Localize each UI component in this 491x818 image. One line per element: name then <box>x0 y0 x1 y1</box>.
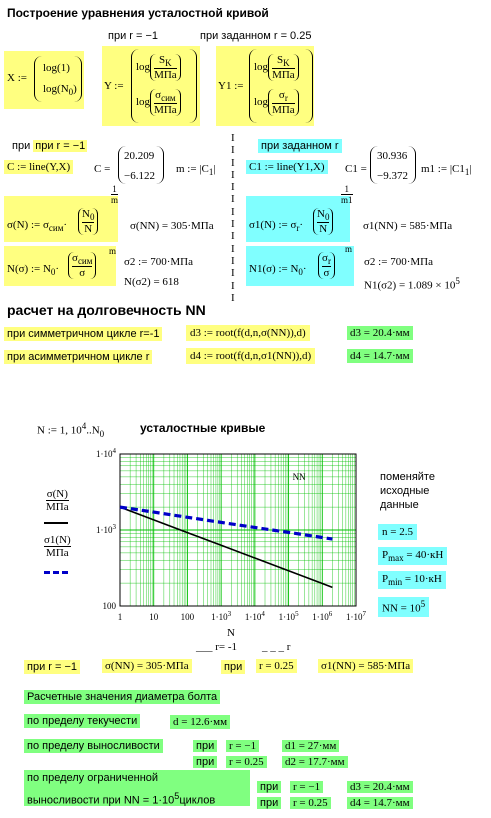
yield-label: по пределу текучести <box>24 714 140 728</box>
limited-label-1: по пределу ограниченной <box>27 772 159 784</box>
sum-pri1: при r = −1 <box>24 660 80 674</box>
chart-title: усталостные кривые <box>140 421 266 435</box>
limited-r-025: r = 0.25 <box>290 797 331 809</box>
d4-definition[interactable]: d4 := root(f(d,n,σ1(NN)),d) <box>186 348 315 364</box>
limited-pri-2: при <box>257 797 281 809</box>
sum-sigma: σ(NN) = 305·МПа <box>102 659 192 673</box>
c1-val-1: −9.372 <box>377 170 408 182</box>
sigma2-right: σ2 := 700·МПа <box>364 256 433 268</box>
n-sigma2-left: N(σ2) = 618 <box>124 276 179 288</box>
side-note: поменяйте исходные данные <box>380 471 435 511</box>
nn-value[interactable]: NN = $10^5$ <box>378 597 429 617</box>
y-tick-label: 100 <box>102 601 116 611</box>
y-tick-label: $1\cdot 10^3$ <box>96 523 116 535</box>
sigma-exponent: 1 m <box>111 184 119 205</box>
pmax-value[interactable]: $P_{max} = 40\cdot кН$ <box>378 547 447 565</box>
sigma2-left: σ2 := 700·МПа <box>124 256 193 268</box>
c-val-0: 20.209 <box>124 150 155 162</box>
sum-pri2: при <box>221 660 245 674</box>
nsigma-exp: m <box>109 246 117 256</box>
m1-definition[interactable]: m1 := $|C1_1|$ <box>421 163 472 178</box>
x-tick-label: $1\cdot 10^3$ <box>211 610 232 622</box>
header-r-minus1: при r = −1 <box>108 30 159 42</box>
sigma-def: σ(N) := $\sigma_{сим}\cdot$ <box>7 219 68 234</box>
x-tick-label: $1\cdot 10^7$ <box>346 610 366 622</box>
n1sigma-def: N1(σ) := $N_0\cdot$ <box>249 263 307 278</box>
calc-title: Расчетные значения диаметра болта <box>24 690 220 704</box>
y1-def-label: Y1 := <box>218 80 244 92</box>
d3-definition[interactable]: d3 := root(f(d,n,σ(NN)),d) <box>186 325 310 341</box>
d4-result: d4 = 14.7·мм <box>347 349 413 363</box>
sum-sigma1: σ1(NN) = 585·МПа <box>318 659 413 673</box>
d3b-result: d3 = 20.4·мм <box>347 781 413 793</box>
n-range-definition[interactable]: N := 1, $10^4..N_0$ <box>37 421 105 439</box>
limited-pri-1: при <box>257 781 281 793</box>
asym-cycle-label: при асимметричном цикле r <box>4 350 152 364</box>
c1-eq: C1 = <box>345 163 367 175</box>
sigma1-def: σ1(N) := $\sigma_r\cdot$ <box>249 219 304 234</box>
y-tick-label: $1\cdot 10^4$ <box>96 447 116 459</box>
ylabel-sigma: σ(N) МПа <box>46 488 69 513</box>
n1sigma-exp: m <box>345 244 353 254</box>
chart-xlabel: N <box>227 627 235 639</box>
sigma1-exponent: 1 m1 <box>341 184 353 205</box>
ylabel-sigma1: σ1(N) МПа <box>44 534 71 559</box>
x-def-label: X := <box>7 72 27 84</box>
limited-label-2: выносливости при NN = $1\cdot 10^5циклов$ <box>27 791 216 807</box>
c-val-1: −6.122 <box>124 170 155 182</box>
m-definition[interactable]: m := $|C_1|$ <box>176 163 216 178</box>
page-title: Построение уравнения усталостной кривой <box>7 6 269 20</box>
y1-m2: log $\sigma_r$ МПа <box>254 89 299 116</box>
column-separator: I I I I I I I I I I I I I I <box>231 132 235 304</box>
sigma1-nn-result: σ1(NN) = 585·МПа <box>363 220 453 232</box>
x-tick-label: $1\cdot 10^6$ <box>312 610 333 622</box>
endur-r-025: r = 0.25 <box>226 756 267 768</box>
sym-cycle-label: при симметричном цикле r=-1 <box>4 327 162 341</box>
endur-r-m1: r = −1 <box>226 740 259 752</box>
ylabel-sigma1-line <box>44 571 68 574</box>
sigma-fraction: $N_0$ N <box>78 208 98 235</box>
x-m2: $\log(N_0)$ <box>43 83 77 98</box>
c-definition[interactable]: C := line(Y,X) <box>4 160 73 174</box>
fatigue-chart <box>86 446 376 642</box>
sigma1-fraction: $N_0$ N <box>313 208 333 235</box>
y-def-label: Y := <box>104 80 124 92</box>
endur-pri-2: при <box>193 756 217 768</box>
n-value[interactable]: n = 2.5 <box>378 524 417 540</box>
endurance-label: по пределу выносливости <box>24 739 163 753</box>
c-eq: C = <box>94 163 111 175</box>
x-m1: log(1) <box>43 62 70 74</box>
x-tick-label: 1 <box>117 612 123 622</box>
nsigma-fraction: $\sigma_{сим}$ σ <box>68 252 96 279</box>
c1-definition[interactable]: C1 := line(Y1,X) <box>246 160 328 174</box>
x-tick-label: 10 <box>149 612 159 622</box>
y-m2: log $\sigma_{сим}$ МПа <box>136 89 181 116</box>
chart-legend-r: _ _ _ r <box>262 641 291 653</box>
nsigma-def: N(σ) := $N_0\cdot$ <box>7 263 60 278</box>
d1-result: d1 = 27·мм <box>282 740 339 752</box>
d2-result: d2 = 17.7·мм <box>282 756 348 768</box>
header-r-given: при заданном r = 0.25 <box>200 30 312 42</box>
c1-val-0: 30.936 <box>377 150 408 162</box>
right-label: при заданном r <box>258 139 342 153</box>
d3-result: d3 = 20.4·мм <box>347 326 413 340</box>
n1-sigma2-right: $N1(\sigma 2) = 1.089 \times 10^5$ <box>364 276 460 292</box>
x-tick-label: $1\cdot 10^4$ <box>244 610 265 622</box>
d-result: d = 12.6·мм <box>170 715 230 729</box>
series-line-sigma <box>120 507 332 587</box>
pmin-value[interactable]: $P_{min} = 10\cdot кН$ <box>378 571 446 589</box>
endur-pri-1: при <box>193 740 217 752</box>
nn-annotation: NN <box>292 472 306 482</box>
left-label: при при r = −1 <box>12 140 86 152</box>
series-line-sigma1 <box>120 507 332 539</box>
n1sigma-fraction: $\sigma_r$ σ <box>318 252 335 279</box>
x-tick-label: 100 <box>180 612 195 622</box>
x-tick-label: $1\cdot 10^5$ <box>278 610 299 622</box>
ylabel-sigma-line <box>44 522 68 524</box>
y1-m1: log $S_K$ МПа <box>254 54 299 81</box>
section-durability-title: расчет на долговечность NN <box>7 302 206 318</box>
sigma-nn-result: σ(NN) = 305·МПа <box>130 220 214 232</box>
limited-r-m1: r = −1 <box>290 781 323 793</box>
d4b-result: d4 = 14.7·мм <box>347 797 413 809</box>
chart-legend-r1: ___ r= -1 <box>196 641 238 653</box>
y-m1: log $S_K$ МПа <box>136 54 181 81</box>
sum-r: r = 0.25 <box>256 659 297 673</box>
